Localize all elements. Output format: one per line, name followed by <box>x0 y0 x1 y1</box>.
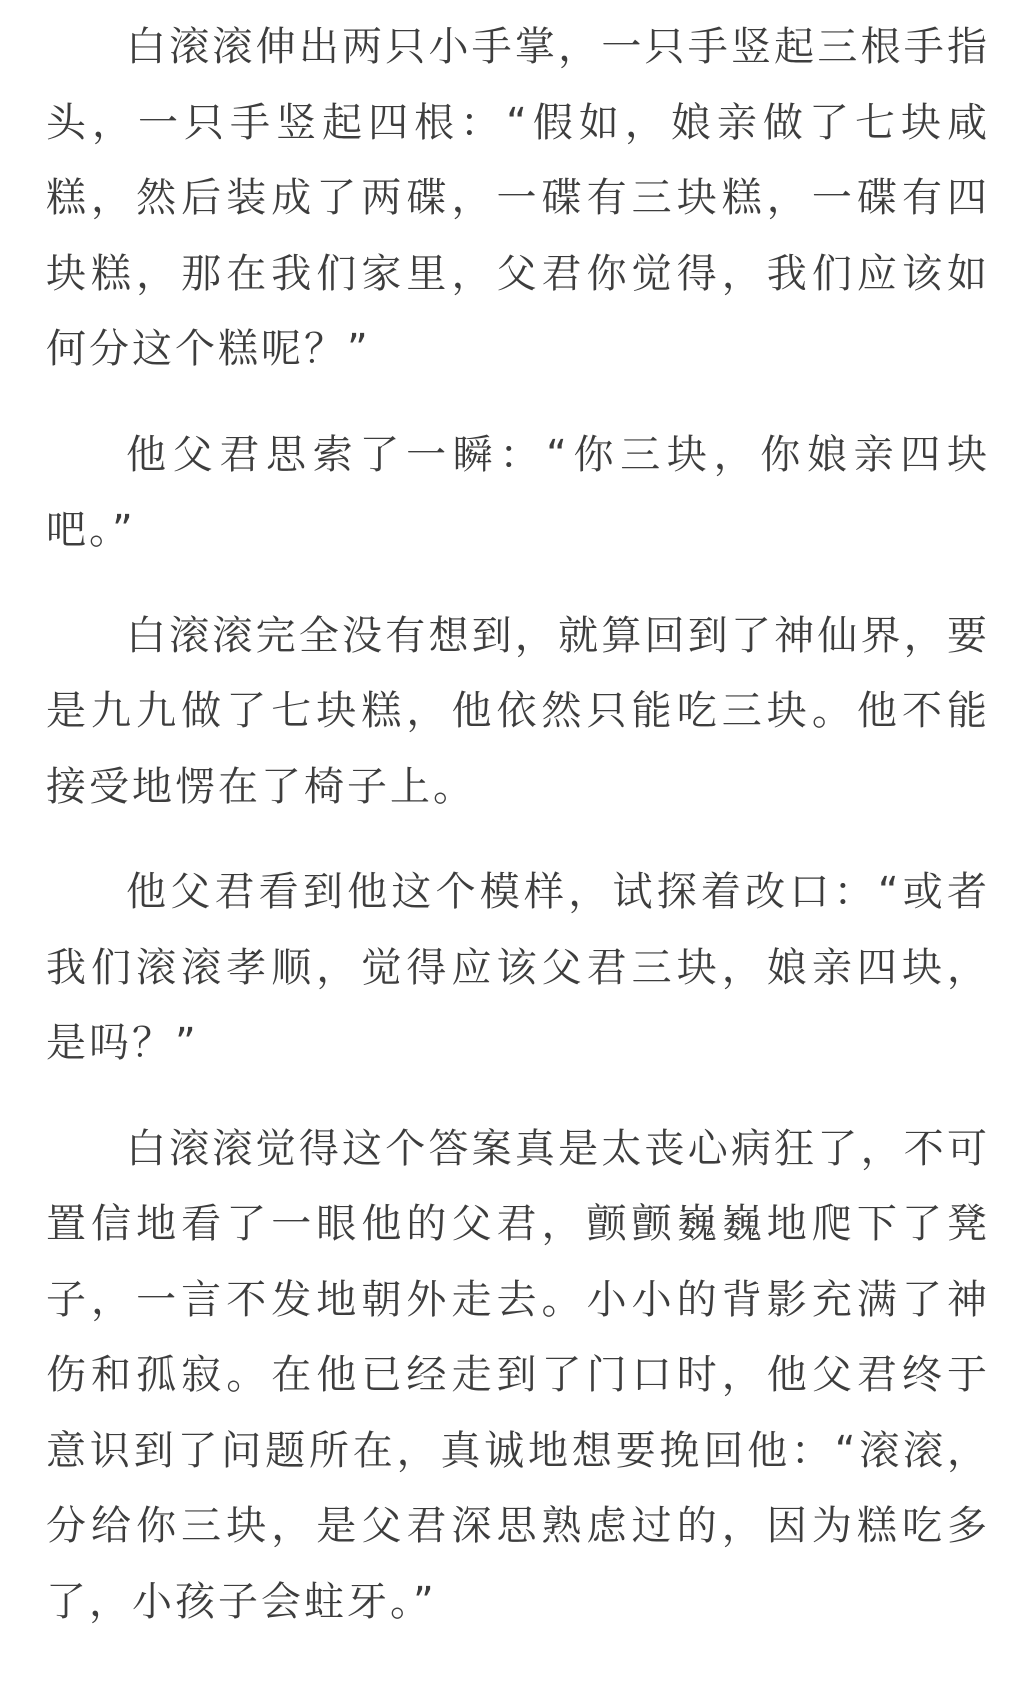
paragraph: 白滚滚伸出两只小手掌，一只手竖起三根手指头，一只手竖起四根：“假如，娘亲做了七块咸糕，然后装成了两碟，一碟有三块糕，一碟有四块糕，那在我们家里，父君你觉得，我们应该如何分这个糕呢？” <box>46 24 990 372</box>
paragraph: 白滚滚完全没有想到，就算回到了神仙界，要是九九做了七块糕，他依然只能吃三块。他不能接受地愣在了椅子上。 <box>46 612 990 810</box>
paragraph: 他父君思索了一瞬：“你三块，你娘亲四块吧。” <box>46 431 990 553</box>
paragraph: 白滚滚觉得这个答案真是太丧心病狂了，不可置信地看了一眼他的父君，颤颤巍巍地爬下了凳子，一言不发地朝外走去。小小的背影充满了神伤和孤寂。在他已经走到了门口时，他父君终于意识到了问题所在，真诚地想要挽回他：“滚滚，分给你三块，是父君深思熟虑过的，因为糕吃多了，小孩子会蛀牙。” <box>46 1125 990 1625</box>
article-body <box>46 10 990 1670</box>
paragraph: 他父君看到他这个模样，试探着改口：“或者我们滚滚孝顺，觉得应该父君三块，娘亲四块，是吗？” <box>46 869 990 1066</box>
